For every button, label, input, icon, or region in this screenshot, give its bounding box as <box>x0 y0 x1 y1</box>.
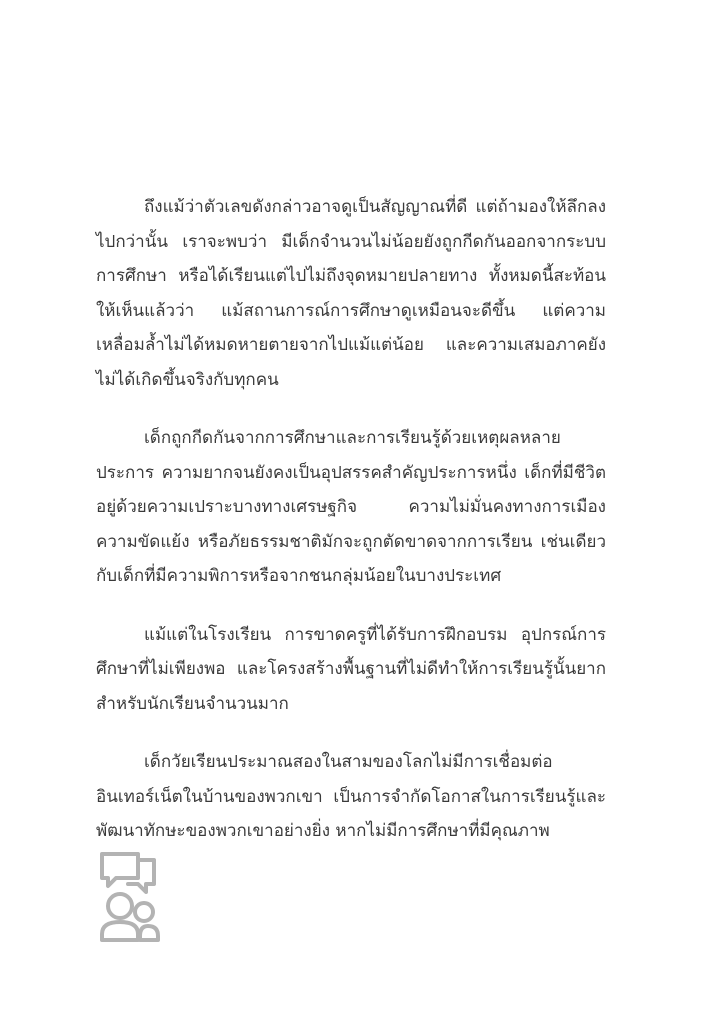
paragraph-3: แม้แต่ในโรงเรียน การขาดครูที่ได้รับการฝึกอบรม อุปกรณ์การศึกษาที่ไม่เพียงพอ และโครงสร้างพื้นฐานที่ไม่ดีทำให้การเรียนรู้นั้นยากสำหรับนักเรียนจำนวนมาก <box>96 624 606 714</box>
people-chat-icon <box>98 850 162 946</box>
paragraph-1: ถึงแม้ว่าตัวเลขดังกล่าวอาจดูเป็นสัญญาณที่ดี แต่ถ้ามองให้ลึกลงไปกว่านั้น เราจะพบว่า มีเด็กจำนวนไม่น้อยยังถูกกีดกันออกจากระบบการศึกษา หรือได้เรียนแต่ไปไม่ถึงจุดหมายปลายทาง ทั้งหมดนี้สะท้อนให้เห็นแล้วว่า แม้สถานการณ์การศึกษาดูเหมือนจะดีขึ้น แต่ความเหลื่อมล้ำไม่ได้หมดหายตายจากไปแม้แต่น้อย และความเสมอภาคยังไม่ได้เกิดขึ้นจริงกับทุกคน <box>96 197 606 390</box>
paragraph-4: เด็กวัยเรียนประมาณสองในสามของโลกไม่มีการเชื่อมต่ออินเทอร์เน็ตในบ้านของพวกเขา เป็นการจำกัดโอกาสในการเรียนรู้และพัฒนาทักษะของพวกเขาอย่างยิ่ง หากไม่มีการศึกษาที่มีคุณภาพ <box>96 752 606 841</box>
paragraph-2: เด็กถูกกีดกันจากการศึกษาและการเรียนรู้ด้วยเหตุผลหลายประการ ความยากจนยังคงเป็นอุปสรรคสำคัญประการหนึ่ง เด็กที่มีชีวิตอยู่ด้วยความเปราะบางทางเศรษฐกิจ ความไม่มั่นคงทางการเมือง ความขัดแย้ง หรือภัยธรรมชาติมักจะถูกตัดขาดจากการเรียน เช่นเดียวกับเด็กที่มีความพิการหรือจากชนกลุ่มน้อยในบางประเทศ <box>96 428 606 586</box>
body-text <box>96 190 606 849</box>
